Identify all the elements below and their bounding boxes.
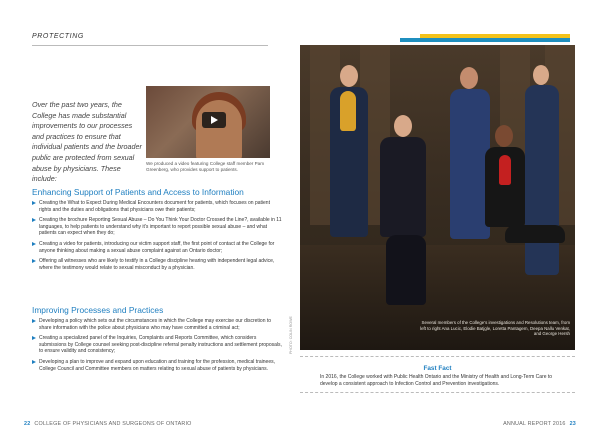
bullet-item: Creating a specialized panel of the Inquiries, Complaints and Reports Committee, which considers submissions by College counsel seeking post-discipline referral penalty instructions and settlement proposals, to ensure validity and consistency; bbox=[32, 335, 282, 355]
page-number-left: 22 bbox=[24, 421, 31, 427]
page-number-right: 23 bbox=[569, 421, 576, 427]
section-divider bbox=[32, 45, 268, 46]
footer-org-name: COLLEGE OF PHYSICIANS AND SURGEONS OF ONTARIO bbox=[34, 421, 192, 427]
team-photo bbox=[300, 45, 575, 350]
play-icon[interactable] bbox=[202, 112, 226, 128]
bullet-item: Developing a plan to improve and expand upon education and training for the profession, medical trainees, College Council and Committee members on matters relating to sexual abuse of patients by physicians. bbox=[32, 359, 282, 372]
heading-enhancing-support: Enhancing Support of Patients and Access to Information bbox=[32, 187, 244, 197]
bullet-item: Creating the brochure Reporting Sexual Abuse – Do You Think Your Doctor Crossed the Line?, available in 11 languages, to help patients to understand why it's important to report possible sexual abuse – and what patients can expect when they do; bbox=[32, 217, 282, 237]
bullet-item: Offering all witnesses who are likely to testify in a College discipline hearing with independent legal advice, where the testimony would relate to sexual misconduct by a physician. bbox=[32, 258, 282, 271]
bullet-item: Creating a video for patients, introducing our victim support staff, the first point of contact at the College for anyone thinking about making a sexual abuse complaint against an Ontario doctor; bbox=[32, 241, 282, 254]
bullet-item: Creating the What to Expect During Medical Encounters document for patients, which focuses on patient rights and the duties and obligations that physicians owe their patients; bbox=[32, 200, 282, 213]
video-caption: We produced a video featuring College staff member Pam Greenberg, who provides support to patients. bbox=[146, 161, 265, 172]
fast-fact-title: Fast Fact bbox=[423, 365, 452, 372]
accent-bar-teal bbox=[400, 38, 570, 42]
section-tag: PROTECTING bbox=[32, 33, 84, 40]
heading-improving-processes: Improving Processes and Practices bbox=[32, 305, 164, 315]
fast-fact-bottom-divider bbox=[300, 392, 575, 393]
bullet-item: Developing a policy which sets out the circumstances in which the College may exercise our discretion to share information with the police about physicians who may have committed a criminal act; bbox=[32, 318, 282, 331]
bullet-list-enhancing bbox=[32, 200, 282, 275]
footer-left bbox=[24, 421, 192, 427]
photo-caption: Several members of the College's investigations and Resolutions team, from left to right Ana Lucic, Elodie Batjgle, Loretta Pantagem, Deepa Nallu Venkat, and George Hersh bbox=[420, 320, 570, 337]
fast-fact-text: In 2016, the College worked with Public Health Ontario and the Ministry of Health and Long-Term Care to develop a consistent approach to Infection Control and Prevention investigations. bbox=[320, 374, 553, 387]
footer-right bbox=[503, 421, 576, 427]
footer-report-title: ANNUAL REPORT 2016 bbox=[503, 421, 566, 427]
photo-credit: PHOTO: COLIN ROWE bbox=[289, 316, 293, 354]
video-player[interactable] bbox=[146, 86, 270, 158]
fast-fact-top-divider bbox=[300, 356, 575, 357]
bullet-list-improving bbox=[32, 318, 282, 376]
video-thumbnail-person bbox=[196, 100, 242, 158]
intro-text: Over the past two years, the College has made substantial improvements to our processes and practices to ensure that individual patients and the broader public are protected from sexual abuse by physicians. These include: bbox=[32, 100, 142, 184]
